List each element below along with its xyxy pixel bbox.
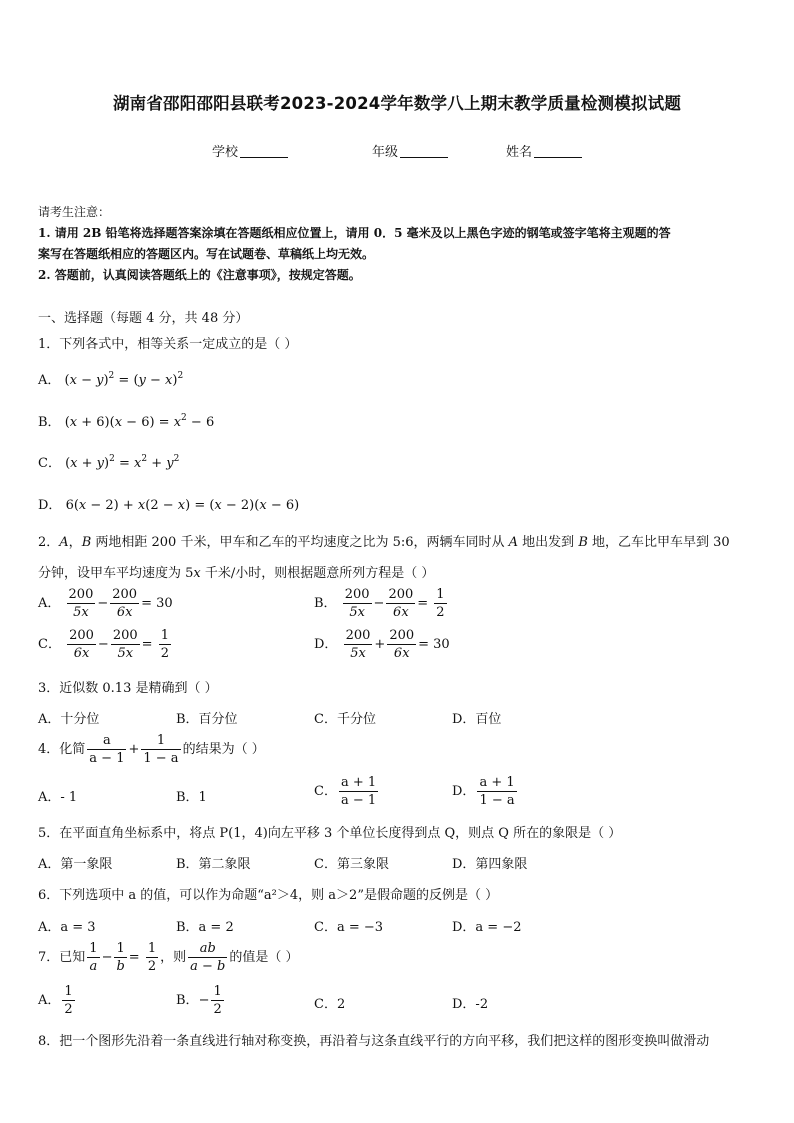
q2-text-4: 分钟，设甲车平均速度为 5 <box>38 566 194 581</box>
q5-option-a[interactable]: A．第一象限 <box>38 857 113 872</box>
q2-var-a-2: A <box>508 535 519 550</box>
grade-blank[interactable] <box>400 144 448 158</box>
q2-number: 2． <box>38 535 60 550</box>
q2-option-a-expr: $\frac{200}{5x}$ − $\frac{200}{6x}$ = 30 <box>68 587 173 620</box>
q1-option-c-expr: $(x + y)^2 = x^2 + y^2$ <box>65 454 180 471</box>
q2-text-3: 地，乙车比甲车早到 30 <box>587 535 730 550</box>
q2-text-5: 千米/小时，则根据题意所列方程是（ ） <box>200 566 435 581</box>
q3-option-a[interactable]: A．十分位 <box>38 712 100 727</box>
q2-stem-line-1 <box>38 531 730 550</box>
q1-option-b[interactable] <box>38 411 214 430</box>
q2-text-1: 两地相距 200 千米，甲车和乙车的平均速度之比为 5:6，两辆车同时从 <box>91 535 509 550</box>
q4-stem <box>38 734 265 765</box>
q1-option-c[interactable] <box>38 452 179 471</box>
page-title: 湖南省邵阳邵阳县联考2023-2024学年数学八上期末教学质量检测模拟试题 <box>112 94 682 113</box>
q6-option-b[interactable]: B．a = 2 <box>176 920 234 935</box>
q1-stem: 1．下列各式中，相等关系一定成立的是（ ） <box>38 337 298 352</box>
q7-option-a-expr: $\frac{1}{2}$ <box>64 984 73 1017</box>
q7-option-b[interactable] <box>176 985 226 1016</box>
q4-option-c-label: C． <box>314 784 337 799</box>
q7-target-expr: $\frac{ab}{a - b}$ <box>190 941 226 974</box>
q2-text-2: 地出发到 <box>518 535 579 550</box>
q5-option-c[interactable]: C．第三象限 <box>314 857 389 872</box>
q2-option-d[interactable] <box>314 629 450 660</box>
notice-heading: 请考生注意： <box>38 205 111 219</box>
q2-var-a: A <box>59 535 69 550</box>
q1-option-d-label: D． <box>38 498 62 513</box>
q4-option-c-expr: $\frac{a + 1}{a - 1}$ <box>340 775 377 808</box>
q6-option-d[interactable]: D．a = −2 <box>452 920 522 935</box>
q3-option-d[interactable]: D．百位 <box>452 712 502 727</box>
q5-option-b[interactable]: B．第二象限 <box>176 857 251 872</box>
q5-stem: 5．在平面直角坐标系中，将点 P(1，4)向左平移 3 个单位长度得到点 Q，则点 Q 所在的象限是（ ） <box>38 826 622 841</box>
q7-option-a-label: A． <box>38 993 61 1008</box>
q4-option-a[interactable]: A．- 1 <box>38 790 78 805</box>
q2-option-d-expr: $\frac{200}{5x}$ + $\frac{200}{6x}$ = 30 <box>345 628 450 661</box>
name-field <box>506 141 582 160</box>
school-label: 学校 <box>212 145 239 160</box>
q1-option-b-label: B． <box>38 415 61 430</box>
q6-option-c[interactable]: C．a = −3 <box>314 920 384 935</box>
q1-option-a-expr: $(x - y)^2 = (y - x)^2$ <box>64 371 184 388</box>
q4-stem-suffix: 的结果为（ ） <box>182 742 265 757</box>
q3-option-b[interactable]: B．百分位 <box>176 712 238 727</box>
q1-option-b-expr: $(x + 6)(x - 6) = x^2 - 6$ <box>64 413 215 430</box>
q2-stem-line-2 <box>38 562 434 581</box>
q6-option-a[interactable]: A．a = 3 <box>38 920 96 935</box>
q2-option-b-label: B． <box>314 596 337 611</box>
grade-label: 年级 <box>372 145 399 160</box>
q7-option-b-label: B． <box>176 993 199 1008</box>
q2-var-x: x <box>193 566 201 581</box>
q6-stem: 6．下列选项中 a 的值，可以作为命题“a²＞4，则 a＞2”是假命题的反例是（ ） <box>38 888 499 903</box>
name-blank[interactable] <box>534 144 582 158</box>
q4-option-c[interactable] <box>314 776 380 807</box>
q2-option-a[interactable] <box>38 588 173 619</box>
q4-option-d[interactable] <box>452 776 519 807</box>
q7-option-c[interactable]: C．2 <box>314 997 346 1012</box>
notice-item-1-line-1: 1. 请用 2B 铅笔将选择题答案涂填在答题纸相应位置上，请用 0．5 毫米及以上黑色字迹的钢笔或签字笔将主观题的答 <box>38 226 671 240</box>
q1-option-c-label: C． <box>38 456 61 471</box>
q1-option-a-label: A． <box>38 373 61 388</box>
q2-option-d-label: D． <box>314 637 338 652</box>
q3-option-c[interactable]: C．千分位 <box>314 712 376 727</box>
notice-item-1-line-2: 案写在答题纸相应的答题区内。写在试题卷、草稿纸上均无效。 <box>38 247 375 261</box>
q7-stem-suffix: 的值是（ ） <box>229 950 299 965</box>
q2-comma: ， <box>68 535 82 550</box>
info-fields <box>0 141 794 161</box>
q2-option-a-label: A． <box>38 596 61 611</box>
q2-option-c-expr: $\frac{200}{6x}$ − $\frac{200}{5x}$ = $\frac{1}{2}$ <box>69 628 169 661</box>
q8-stem: 8．把一个图形先沿着一条直线进行轴对称变换，再沿着与这条直线平行的方向平移，我们把这样的图形变换叫做滑动 <box>38 1034 710 1049</box>
q5-option-d[interactable]: D．第四象限 <box>452 857 528 872</box>
q7-stem-prefix: 7．已知 <box>38 950 86 965</box>
q7-option-a[interactable] <box>38 985 77 1016</box>
q7-given-expr: $\frac{1}{a}$ − $\frac{1}{b}$ = $\frac{1}{2}$ <box>89 941 157 974</box>
q2-option-c[interactable] <box>38 629 173 660</box>
name-label: 姓名 <box>506 145 533 160</box>
q1-option-d[interactable] <box>38 494 299 513</box>
q4-stem-prefix: 4．化简 <box>38 742 86 757</box>
q7-option-b-expr: − $\frac{1}{2}$ <box>198 984 222 1017</box>
q2-option-c-label: C． <box>38 637 61 652</box>
q2-option-b-expr: $\frac{200}{5x}$ − $\frac{200}{6x}$ = $\frac{1}{2}$ <box>344 587 445 620</box>
q3-stem: 3．近似数 0.13 是精确到（ ） <box>38 681 218 696</box>
section-heading: 一、选择题（每题 4 分，共 48 分） <box>38 311 249 326</box>
notice-item-2: 2. 答题前，认真阅读答题纸上的《注意事项》，按规定答题。 <box>38 268 361 282</box>
q4-option-b[interactable]: B．1 <box>176 790 207 805</box>
q1-option-a[interactable] <box>38 369 183 388</box>
q2-var-b-2: B <box>578 535 588 550</box>
q2-var-b: B <box>81 535 92 550</box>
q1-option-d-expr: 6(x − 2) + x(2 − x) = (x − 2)(x − 6) <box>65 498 300 513</box>
school-field <box>212 141 288 160</box>
q4-option-d-label: D． <box>452 784 476 799</box>
q7-option-d[interactable]: D．-2 <box>452 997 489 1012</box>
q2-option-b[interactable] <box>314 588 449 619</box>
q4-expr: $\frac{a}{a - 1}$ + $\frac{1}{1 - a}$ <box>89 733 179 766</box>
q7-stem <box>38 942 299 973</box>
q4-option-d-expr: $\frac{a + 1}{1 - a}$ <box>479 775 515 808</box>
q7-stem-middle: ，则 <box>160 950 187 965</box>
school-blank[interactable] <box>240 144 288 158</box>
grade-field <box>372 141 448 160</box>
